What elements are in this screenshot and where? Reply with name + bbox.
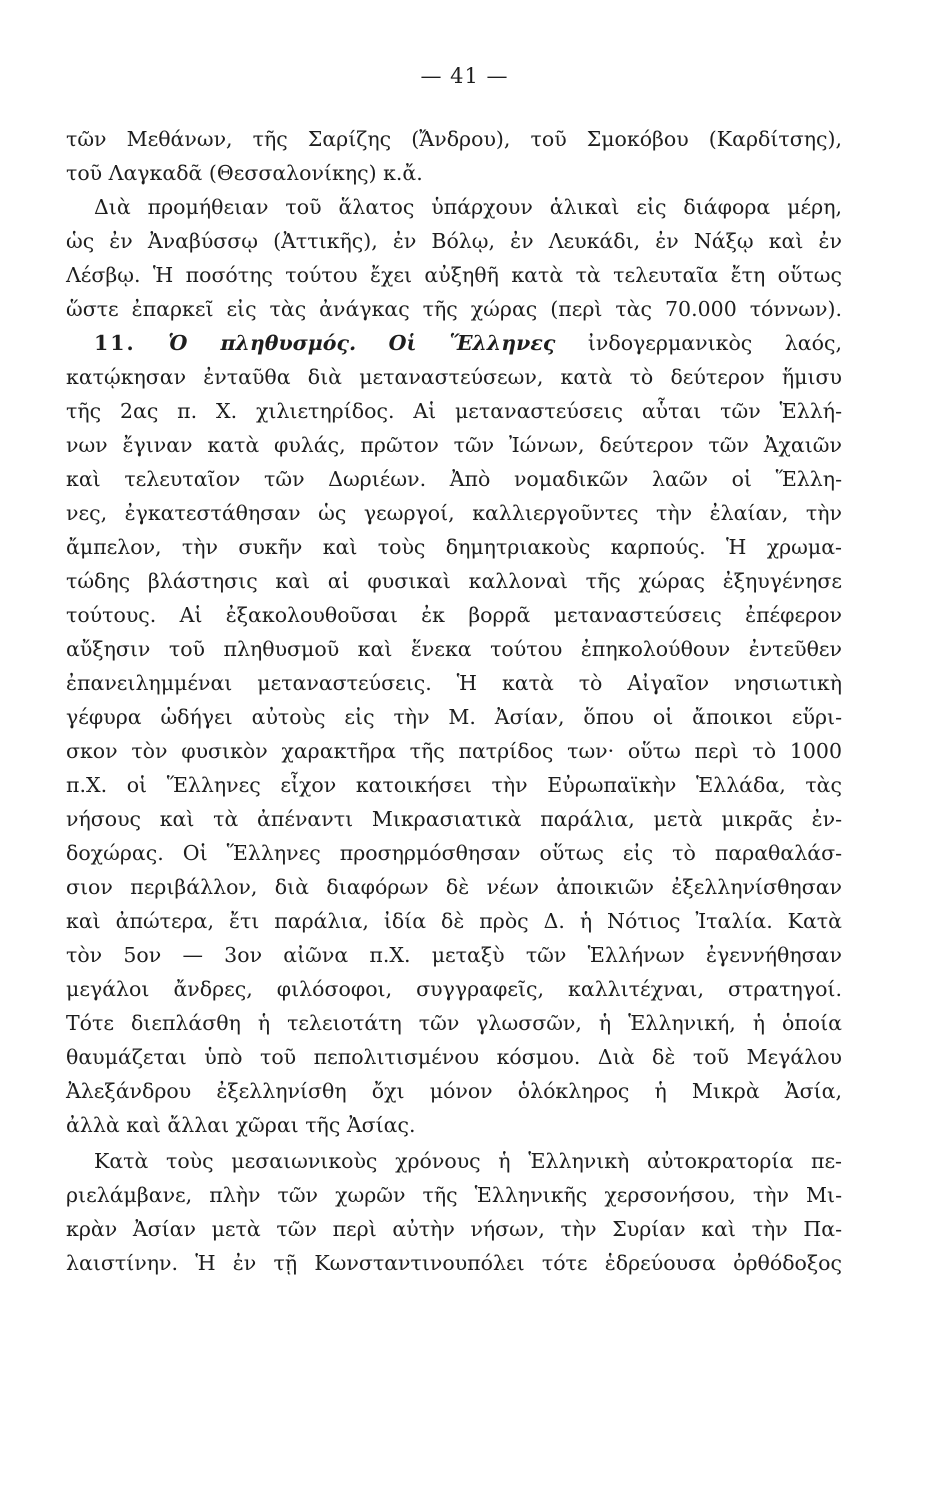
text-line: Λέσβῳ. Ἡ ποσότης τούτου ἔχει αὐξηθῆ κατὰ τὰ τελευταῖα ἔτη οὕτως (66, 263, 842, 287)
text-line: ἄμπελον, τὴν συκῆν καὶ τοὺς δημητριακοὺς καρπούς. Ἡ χρωμα- (66, 535, 842, 559)
text-line: τούτους. Αἱ ἐξακολουθοῦσαι ἐκ βορρᾶ μεταναστεύσεις ἐπέφερον (66, 603, 842, 627)
text-line: ριελάμβανε, πλὴν τῶν χωρῶν τῆς Ἑλληνικῆς χερσονήσου, τὴν Μι- (66, 1183, 842, 1207)
text-line: νες, ἐγκατεστάθησαν ὡς γεωργοί, καλλιεργοῦντες τὴν ἐλαίαν, τὴν (66, 501, 842, 525)
text-line: γέφυρα ὡδήγει αὐτοὺς εἰς τὴν Μ. Ἀσίαν, ὅπου οἱ ἄποικοι εὕρι- (66, 705, 842, 729)
text-line: ἀλλὰ καὶ ἄλλαι χῶραι τῆς Ἀσίας. (66, 1113, 416, 1137)
text-line: τώδης βλάστησις καὶ αἱ φυσικαὶ καλλοναὶ τῆς χώρας ἐξηυγένησε (66, 569, 842, 593)
text-line: τῆς 2ας π. Χ. χιλιετηρίδος. Αἱ μεταναστεύσεις αὗται τῶν Ἑλλή- (66, 399, 842, 423)
text-line: θαυμάζεται ὑπὸ τοῦ πεπολιτισμένου κόσμου. Διὰ δὲ τοῦ Μεγάλου (66, 1045, 842, 1069)
text-line: καὶ τελευταῖον τῶν Δωριέων. Ἀπὸ νομαδικῶν λαῶν οἱ Ἕλλη- (66, 467, 842, 491)
text-line: μεγάλοι ἄνδρες, φιλόσοφοι, συγγραφεῖς, καλλιτέχναι, στρατηγοί. (66, 977, 842, 1001)
text-line: τῶν Μεθάνων, τῆς Σαρίζης (Ἄνδρου), τοῦ Σμοκόβου (Καρδίτσης), (66, 127, 842, 151)
section-number: 11. (94, 331, 136, 355)
text-line: σιον περιβάλλον, διὰ διαφόρων δὲ νέων ἀποικιῶν ἐξελληνίσθησαν (66, 875, 842, 899)
text-line: κρὰν Ἀσίαν μετὰ τῶν περὶ αὐτὴν νήσων, τὴν Συρίαν καὶ τὴν Πα- (66, 1217, 842, 1241)
text-line: ὡς ἐν Ἀναβύσσῳ (Ἀττικῆς), ἐν Βόλῳ, ἐν Λευκάδι, ἐν Νάξῳ καὶ ἐν (66, 229, 842, 253)
page-number: — 41 — (420, 64, 509, 88)
text-line: Διὰ προμήθειαν τοῦ ἅλατος ὑπάρχουν ἁλικαὶ εἰς διάφορα μέρη, (94, 195, 842, 219)
text-line: νων ἔγιναν κατὰ φυλάς, πρῶτον τῶν Ἰώνων, δεύτερον τῶν Ἀχαιῶν (66, 433, 842, 457)
text-line: Κατὰ τοὺς μεσαιωνικοὺς χρόνους ἡ Ἑλληνικὴ αὐτοκρατορία πε- (94, 1149, 842, 1173)
text-line: νήσους καὶ τὰ ἀπέναντι Μικρασιατικὰ παράλια, μετὰ μικρᾶς ἐν- (66, 807, 842, 831)
text-line: κατῴκησαν ἐνταῦθα διὰ μεταναστεύσεων, κατὰ τὸ δεύτερον ἥμισυ (66, 365, 842, 389)
section-heading-line (94, 326, 842, 360)
text-line: τοῦ Λαγκαδᾶ (Θεσσαλονίκης) κ.ἄ. (66, 161, 423, 185)
text-line: τὸν 5ον — 3ον αἰῶνα π.Χ. μεταξὺ τῶν Ἑλλήνων ἐγεννήθησαν (66, 943, 842, 967)
section-first-line-rest: ἰνδογερμανικὸς λαός, (587, 331, 842, 355)
text-line: δοχώρας. Οἱ Ἕλληνες προσηρμόσθησαν οὕτως εἰς τὸ παραθαλάσ- (66, 841, 842, 865)
section-title: Ὁ πληθυσμός. (168, 331, 357, 355)
text-line: λαιστίνην. Ἡ ἐν τῇ Κωνσταντινουπόλει τότε ἑδρεύουσα ὀρθόδοξος (66, 1251, 842, 1275)
text-line: αὔξησιν τοῦ πληθυσμοῦ καὶ ἕνεκα τούτου ἐπηκολούθουν ἐντεῦθεν (66, 637, 842, 661)
text-line: σκον τὸν φυσικὸν χαρακτῆρα τῆς πατρίδος των· οὕτω περὶ τὸ 1000 (66, 739, 842, 763)
text-line: Ἀλεξάνδρου ἐξελληνίσθη ὄχι μόνον ὁλόκληρος ἡ Μικρὰ Ἀσία, (66, 1079, 842, 1103)
text-line: π.Χ. οἱ Ἕλληνες εἶχον κατοικήσει τὴν Εὐρωπαϊκὴν Ἑλλάδα, τὰς (66, 773, 842, 797)
section-term: Οἱ Ἕλληνες (388, 331, 556, 355)
text-line: Τότε διεπλάσθη ἡ τελειοτάτη τῶν γλωσσῶν, ἡ Ἑλληνική, ἡ ὁποία (66, 1011, 842, 1035)
text-line: ὥστε ἐπαρκεῖ εἰς τὰς ἀνάγκας τῆς χώρας (περὶ τὰς 70.000 τόννων). (66, 297, 842, 321)
text-line: ἐπανειλημμέναι μεταναστεύσεις. Ἡ κατὰ τὸ Αἰγαῖον νησιωτικὴ (66, 671, 842, 695)
text-line: καὶ ἀπώτερα, ἔτι παράλια, ἰδία δὲ πρὸς Δ. ἡ Νότιος Ἰταλία. Κατὰ (66, 909, 842, 933)
